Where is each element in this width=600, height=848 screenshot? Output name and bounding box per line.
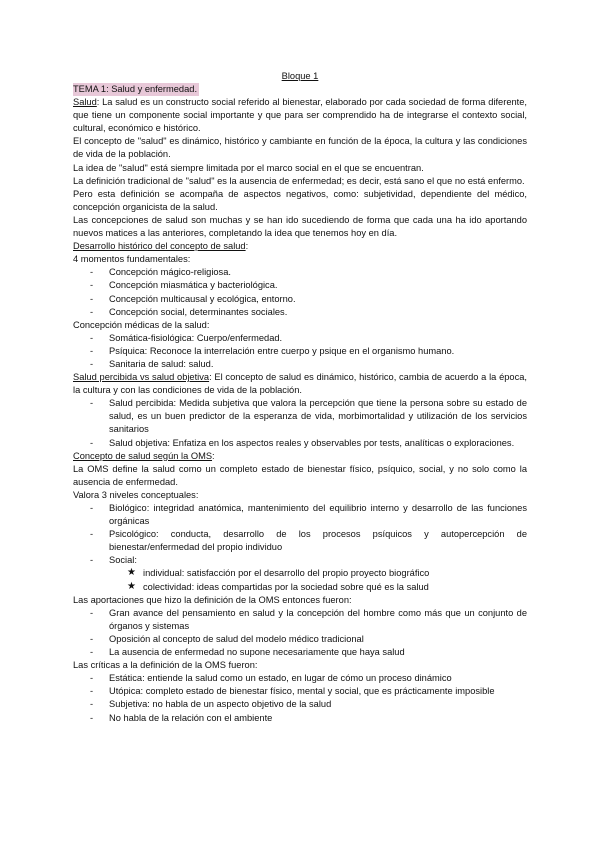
desarrollo-heading <box>73 240 527 253</box>
list-item: - Biológico: integridad anatómica, mantenimiento del equilibrio interno y desarrollo de las funciones orgánicas <box>73 502 527 528</box>
list-item: - Somática-fisiológica: Cuerpo/enfermedad. <box>73 332 527 345</box>
list-item: - Social: <box>73 554 527 567</box>
percibida-paragraph <box>73 371 527 397</box>
section-heading: TEMA 1: Salud y enfermedad. <box>73 83 199 96</box>
list-item: - Sanitaria de salud: salud. <box>73 358 527 371</box>
paragraph: La idea de "salud" está siempre limitada por el marco social en el que se encuentran. <box>73 162 424 173</box>
oms-definition: La OMS define la salud como un completo estado de bienestar físico, psíquico, social, y no solo como la ausencia de enfermedad. <box>73 463 527 487</box>
oms-valora: Valora 3 niveles conceptuales: <box>73 489 199 500</box>
list-item: - Psicológico: conducta, desarrollo de los procesos psíquicos y autopercepción de bienestar/enfermedad del propio individuo <box>73 528 527 554</box>
criticas-list <box>73 672 527 724</box>
paragraph: El concepto de "salud" es dinámico, histórico y cambiante en función de la época, la cultura y las condiciones de vida de la población. <box>73 136 527 160</box>
oms-heading <box>73 450 527 463</box>
oms-heading-text: Concepto de salud según la OMS <box>73 450 213 461</box>
percibida-list <box>73 397 527 449</box>
desarrollo-heading-text: Desarrollo histórico del concepto de salud <box>73 241 246 252</box>
criticas-intro: Las críticas a la definición de la OMS fueron: <box>73 660 258 671</box>
paragraph: Pero esta definición se acompaña de aspectos negativos, como: subjetividad, dependiente del médico, concepción organicista de la salud. <box>73 188 527 212</box>
list-item: - Concepción multicausal y ecológica, entorno. <box>73 293 527 306</box>
percibida-term: Salud percibida vs salud objetiva <box>73 372 210 383</box>
list-item: - Concepción mágico-religiosa. <box>73 266 527 279</box>
medicas-intro: Concepción médicas de la salud: <box>73 319 210 330</box>
list-item: - Estática: entiende la salud como un estado, en lugar de cómo un proceso dinámico <box>73 672 527 685</box>
list-item: - Salud objetiva: Enfatiza en los aspectos reales y observables por tests, analíticas o exploraciones. <box>73 437 527 450</box>
desarrollo-list <box>73 266 527 318</box>
heading-colon: : <box>245 241 249 252</box>
star-icon: ★ <box>127 567 136 579</box>
heading-colon: : <box>212 450 215 461</box>
aportaciones-intro: Las aportaciones que hizo la definición de la OMS entonces fueron: <box>73 594 352 605</box>
list-item: - Subjetiva: no habla de un aspecto objetivo de la salud <box>73 698 527 711</box>
sub-item-text: colectividad: ideas compartidas por la sociedad sobre qué es la salud <box>143 581 429 592</box>
document-page <box>73 70 527 725</box>
document-title <box>73 70 527 83</box>
list-item: - Concepción social, determinantes sociales. <box>73 306 527 319</box>
paragraph: La definición tradicional de "salud" es la ausencia de enfermedad; es decir, está sano el que no está enfermo. <box>73 175 525 186</box>
list-item: - No habla de la relación con el ambiente <box>73 712 527 725</box>
title-text: Bloque 1 <box>281 71 319 81</box>
list-item: - Oposición al concepto de salud del modelo médico tradicional <box>73 633 527 646</box>
sub-list-item <box>73 581 527 594</box>
list-item: - Gran avance del pensamiento en salud y la concepción del hombre como más que un conjunto de órganos y sistemas <box>73 607 527 633</box>
sub-list-item <box>73 567 527 580</box>
list-item: - La ausencia de enfermedad no supone necesariamente que haya salud <box>73 646 527 659</box>
aportaciones-list <box>73 607 527 659</box>
star-icon: ★ <box>127 580 136 592</box>
list-item: - Psíquica: Reconoce la interrelación entre cuerpo y psique en el organismo humano. <box>73 345 527 358</box>
oms-niveles-list <box>73 502 527 594</box>
paragraph: Las concepciones de salud son muchas y se han ido sucediendo de forma que cada una ha ido aportando nuevos matices a las anteriores, completando la idea que tenemos hoy en día. <box>73 214 527 239</box>
salud-term: Salud <box>73 97 97 108</box>
desarrollo-intro: 4 momentos fundamentales: <box>73 254 191 265</box>
percibida-text: : El concepto de salud es dinámico, histórico, cambia de acuerdo a la época, la cultura y con las condiciones de vida de la población. <box>73 372 528 396</box>
medicas-list <box>73 332 527 371</box>
salud-definition <box>73 96 527 135</box>
list-item: - Salud percibida: Medida subjetiva que valora la percepción que tiene la persona sobre su estado de salud, es un buen predictor de la esperanza de vida, morbimortalidad y utilización de los servicios sanitarios <box>73 397 527 436</box>
salud-text: : La salud es un constructo social referido al bienestar, elaborado por cada sociedad de forma diferente, que tiene un componente social importante y que para ser comprendido ha de integrarse el contexto social, cultural, económico e histórico. <box>73 97 527 134</box>
sub-item-text: individual: satisfacción por el desarrollo del propio proyecto biográfico <box>143 568 430 579</box>
list-item: - Utópica: completo estado de bienestar físico, mental y social, que es prácticamente imposible <box>73 685 527 698</box>
list-item: - Concepción miasmática y bacteriológica. <box>73 279 527 292</box>
